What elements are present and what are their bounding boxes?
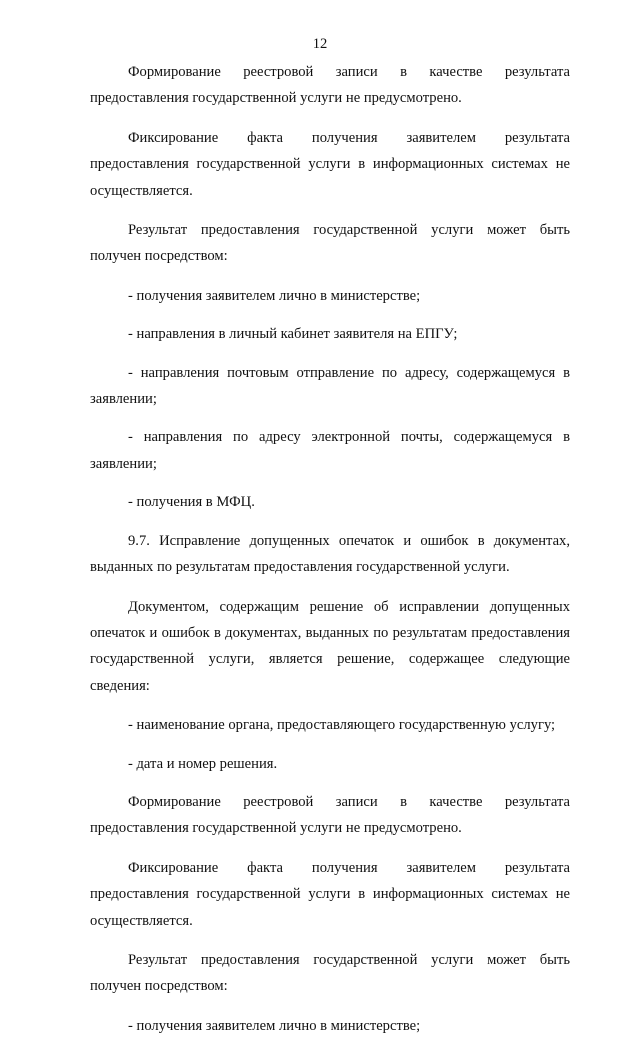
paragraph: Формирование реестровой записи в качестве результата предоставления государственной услуги не предусмотрено. <box>90 793 570 837</box>
list-item: - получения в МФЦ. <box>128 494 255 511</box>
paragraph: Результат предоставления государственной услуги может быть получен посредством: <box>90 951 570 995</box>
page-number: 12 <box>312 36 328 52</box>
list-item: - направления почтовым отправление по адресу, содержащемуся в заявлении; <box>90 364 570 408</box>
paragraph: Фиксирование факта получения заявителем результата предоставления государственной услуги в информационных системах не осуществляется. <box>90 859 570 929</box>
list-item: - дата и номер решения. <box>128 755 278 772</box>
paragraph: Документом, содержащим решение об исправлении допущенных опечаток и ошибок в документах, выданных по результатам предоставления государственной услуги, является решение, содержащее следующие сведения: <box>90 598 570 694</box>
list-item: - получения заявителем лично в министерстве; <box>128 287 421 304</box>
paragraph: Результат предоставления государственной услуги может быть получен посредством: <box>90 222 570 265</box>
list-item: - направления по адресу электронной почты, содержащемуся в заявлении; <box>90 429 570 472</box>
list-item: - направления в личный кабинет заявителя на ЕПГУ; <box>128 326 458 343</box>
paragraph: Фиксирование факта получения заявителем результата предоставления государственной услуги в информационных системах не осуществляется. <box>90 129 570 199</box>
list-item: - наименование органа, предоставляющего государственную услугу; <box>128 717 556 734</box>
section-heading: 9.7. Исправление допущенных опечаток и ошибок в документах, выданных по результатам предоставления государственной услуги. <box>90 532 570 576</box>
document-body <box>90 59 570 1051</box>
list-item: - получения заявителем лично в министерстве; <box>128 1017 421 1034</box>
paragraph: Формирование реестровой записи в качестве результата предоставления государственной услуги не предусмотрено. <box>90 64 570 107</box>
